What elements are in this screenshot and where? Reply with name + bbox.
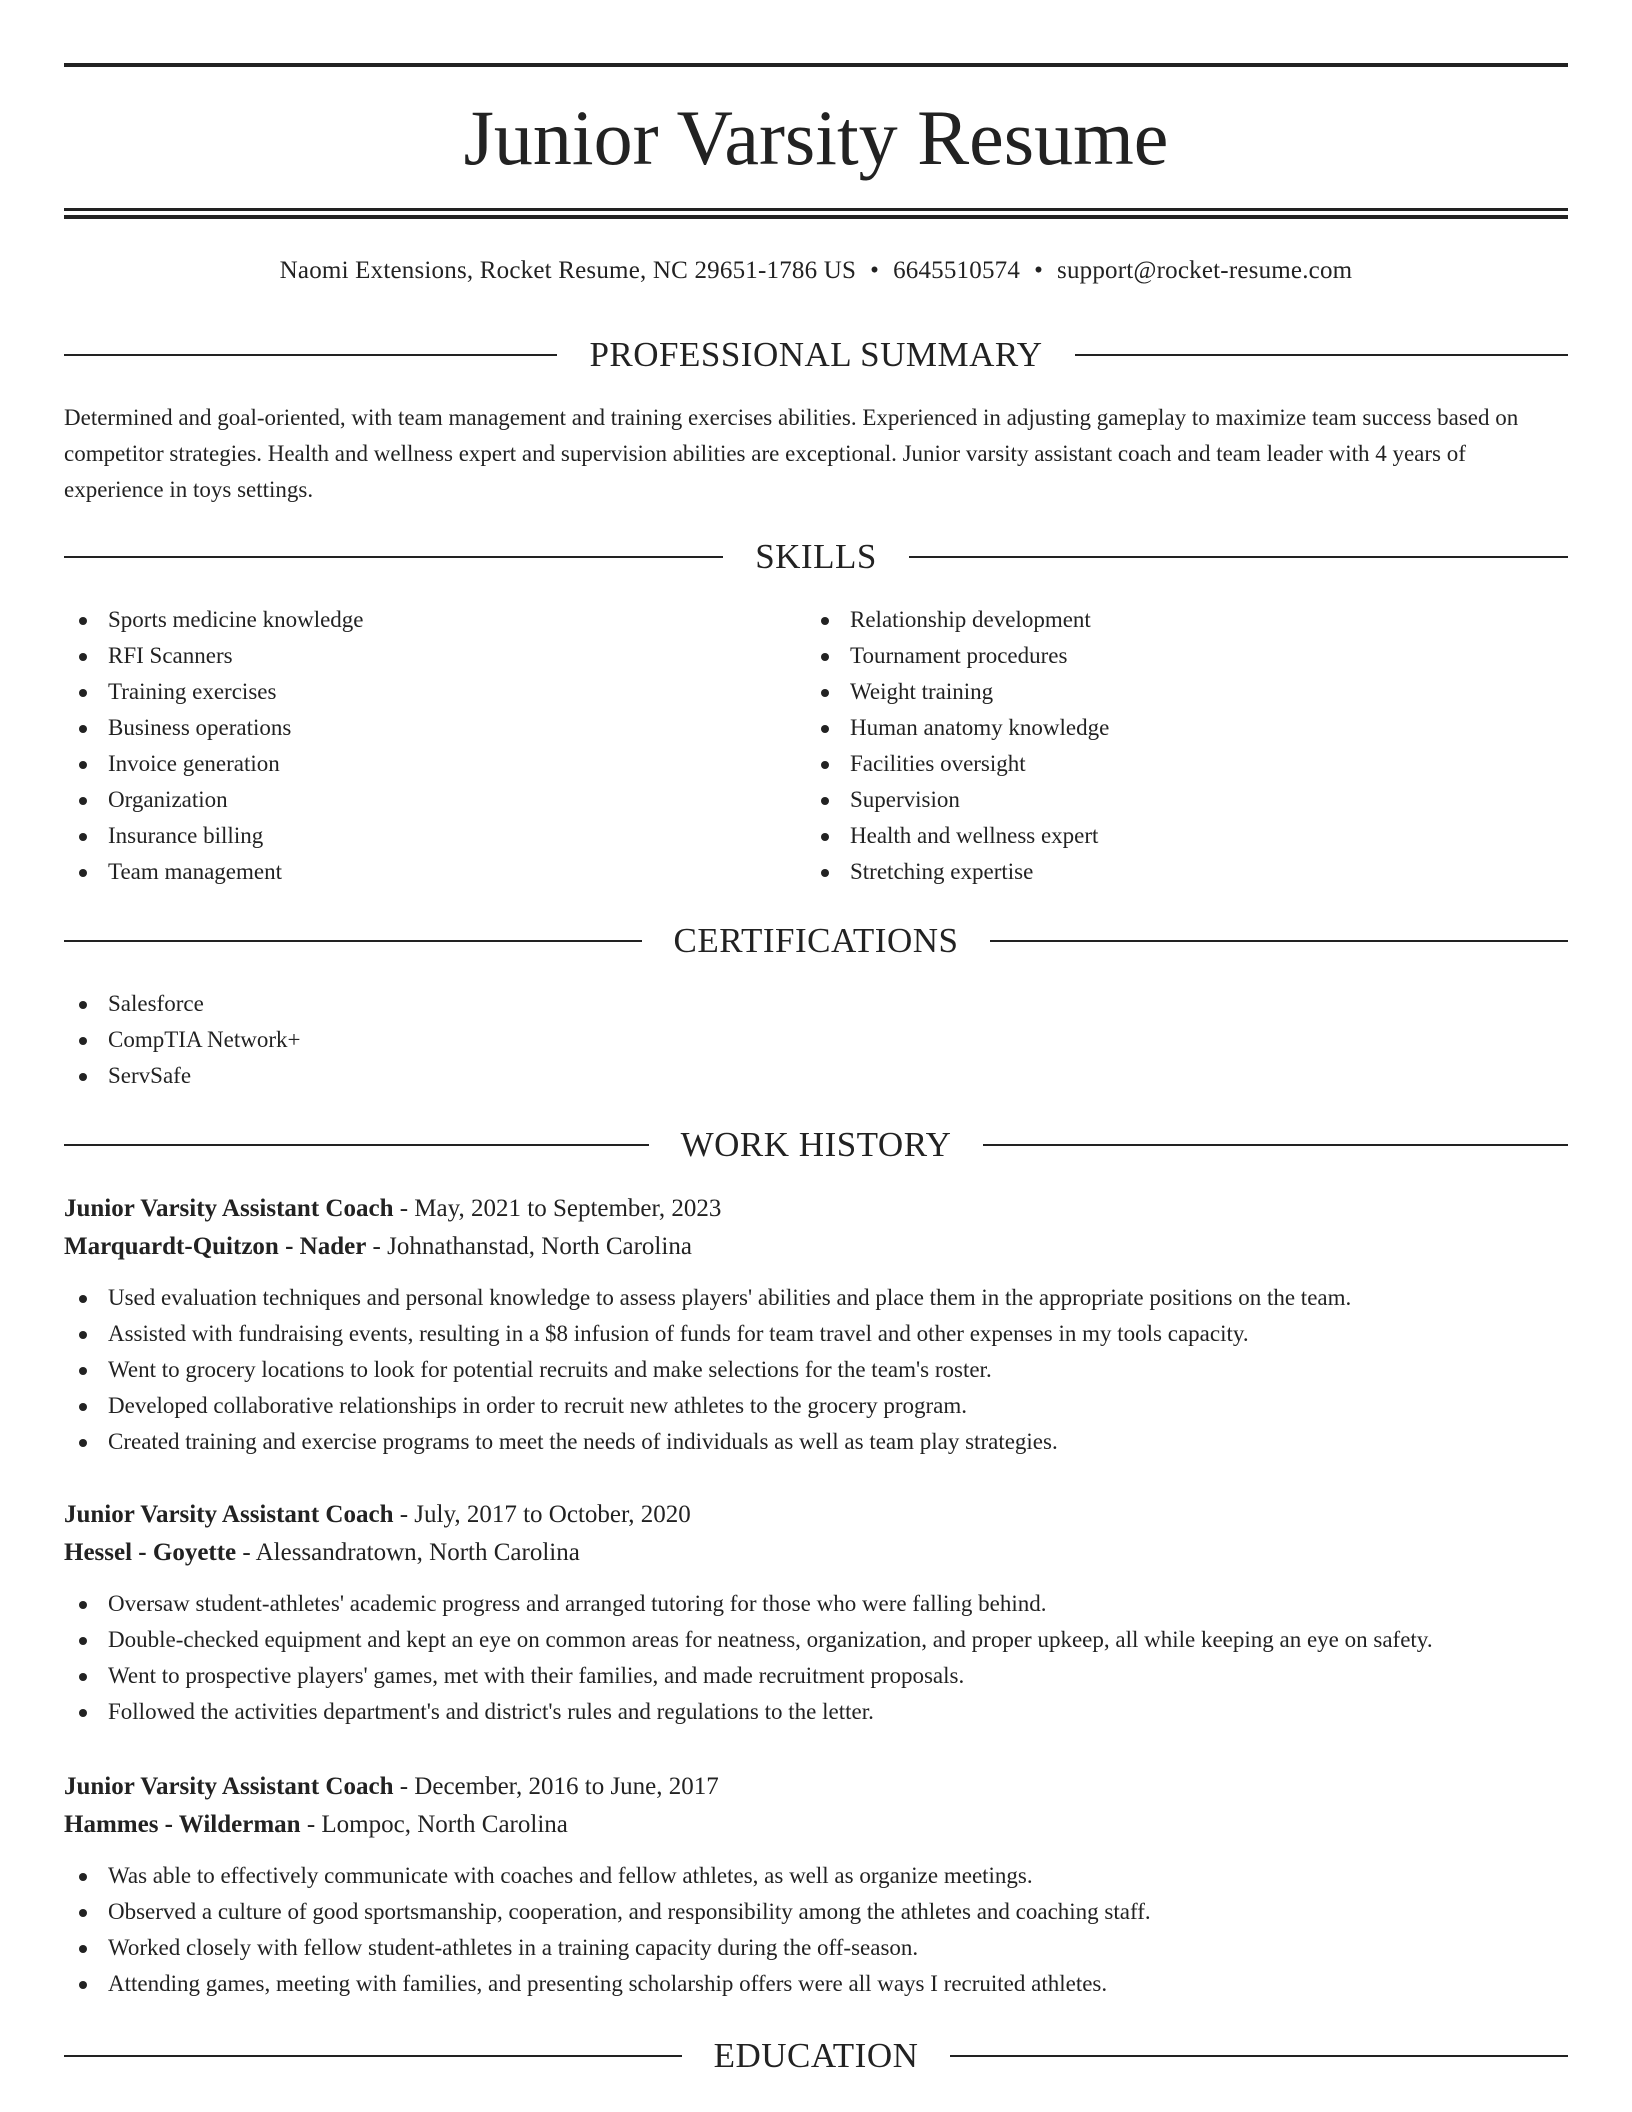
job-location: - Johnathanstad, North Carolina bbox=[366, 1233, 692, 1260]
job-bullet: Went to prospective players' games, met with their families, and made recruitment proposals. bbox=[64, 1658, 1568, 1694]
skill-item: Training exercises bbox=[64, 674, 764, 710]
job-location: - Lompoc, North Carolina bbox=[300, 1811, 568, 1838]
section-title: WORK HISTORY bbox=[680, 1125, 952, 1164]
certifications-section-heading bbox=[64, 921, 1568, 961]
contact-separator: • bbox=[870, 257, 880, 284]
job-title: Junior Varsity Assistant Coach bbox=[64, 1195, 394, 1222]
contact-separator: • bbox=[1034, 257, 1044, 284]
skill-item: Tournament procedures bbox=[806, 638, 1506, 674]
job-bullet: Observed a culture of good sportsmanship, cooperation, and responsibility among the athletes and coaching staff. bbox=[64, 1894, 1568, 1930]
skills-section-heading bbox=[64, 537, 1568, 577]
job-company: Hammes - Wilderman bbox=[64, 1811, 301, 1838]
job-title-line bbox=[64, 1496, 1568, 1534]
job-company: Marquardt-Quitzon - Nader bbox=[64, 1233, 367, 1260]
heading-rule bbox=[990, 940, 1568, 942]
skill-item: RFI Scanners bbox=[64, 638, 764, 674]
summary-text: Determined and goal-oriented, with team management and training exercises abilities. Experienced in adjusting gameplay to maximize team success based on competitor strategies. Health and wellness expert and supervision abilities are exceptional. Junior varsity assistant coach and team leader with 4 years of experience in toys settings. bbox=[64, 405, 1519, 502]
heading-rule bbox=[64, 940, 642, 942]
job-bullet: Oversaw student-athletes' academic progress and arranged tutoring for those who were falling behind. bbox=[64, 1586, 1568, 1622]
job-bullet: Was able to effectively communicate with coaches and fellow athletes, as well as organize meetings. bbox=[64, 1858, 1568, 1894]
heading-rule bbox=[1075, 354, 1568, 356]
job-company-line bbox=[64, 1806, 1568, 1844]
certifications-list bbox=[64, 986, 764, 1094]
job-entry bbox=[64, 1768, 1568, 2002]
job-location: - Alessandratown, North Carolina bbox=[236, 1539, 580, 1566]
skills-column-right bbox=[806, 602, 1506, 890]
job-bullet: Developed collaborative relationships in order to recruit new athletes to the grocery program. bbox=[64, 1388, 1568, 1424]
contact-phone: 6645510574 bbox=[893, 257, 1021, 284]
section-title: PROFESSIONAL SUMMARY bbox=[589, 335, 1043, 374]
job-bullet: Created training and exercise programs to meet the needs of individuals as well as team play strategies. bbox=[64, 1424, 1568, 1460]
title-rule-upper bbox=[64, 208, 1568, 211]
job-dates: - December, 2016 to June, 2017 bbox=[393, 1773, 719, 1800]
job-bullet: Followed the activities department's and district's rules and regulations to the letter. bbox=[64, 1694, 1568, 1730]
job-title: Junior Varsity Assistant Coach bbox=[64, 1501, 394, 1528]
section-title: SKILLS bbox=[755, 537, 877, 576]
job-bullet: Used evaluation techniques and personal knowledge to assess players' abilities and place them in the appropriate positions on the team. bbox=[64, 1280, 1568, 1316]
work-history-section-heading bbox=[64, 1125, 1568, 1165]
job-title-line bbox=[64, 1190, 1568, 1228]
skills-column-left bbox=[64, 602, 764, 890]
heading-rule bbox=[909, 556, 1568, 558]
heading-rule bbox=[64, 2055, 682, 2057]
job-dates: - July, 2017 to October, 2020 bbox=[393, 1501, 691, 1528]
job-bullet: Double-checked equipment and kept an eye on common areas for neatness, organization, and proper upkeep, all while keeping an eye on safety. bbox=[64, 1622, 1568, 1658]
heading-rule bbox=[64, 354, 557, 356]
title-rule-lower bbox=[64, 215, 1568, 219]
job-entry bbox=[64, 1496, 1568, 1730]
skill-item: Business operations bbox=[64, 710, 764, 746]
skill-item: Facilities oversight bbox=[806, 746, 1506, 782]
education-section-heading bbox=[64, 2036, 1568, 2076]
skill-item: Sports medicine knowledge bbox=[64, 602, 764, 638]
section-title: EDUCATION bbox=[713, 2036, 919, 2075]
certification-item: ServSafe bbox=[64, 1058, 764, 1094]
certification-item: Salesforce bbox=[64, 986, 764, 1022]
contact-address: Naomi Extensions, Rocket Resume, NC 29651-1786 US bbox=[279, 257, 857, 284]
job-company-line bbox=[64, 1228, 1568, 1266]
heading-rule bbox=[983, 1144, 1568, 1146]
skill-item: Health and wellness expert bbox=[806, 818, 1506, 854]
job-entry bbox=[64, 1190, 1568, 1460]
skill-item: Organization bbox=[64, 782, 764, 818]
job-bullet: Assisted with fundraising events, resulting in a $8 infusion of funds for team travel and other expenses in my tools capacity. bbox=[64, 1316, 1568, 1352]
skill-item: Invoice generation bbox=[64, 746, 764, 782]
resume-title: Junior Varsity Resume bbox=[463, 94, 1169, 181]
job-bullet: Went to grocery locations to look for potential recruits and make selections for the team's roster. bbox=[64, 1352, 1568, 1388]
job-title-line bbox=[64, 1768, 1568, 1806]
skill-item: Weight training bbox=[806, 674, 1506, 710]
skill-item: Supervision bbox=[806, 782, 1506, 818]
job-company: Hessel - Goyette bbox=[64, 1539, 237, 1566]
contact-line bbox=[64, 254, 1568, 288]
contact-email[interactable]: support@rocket-resume.com bbox=[1057, 257, 1353, 284]
job-company-line bbox=[64, 1534, 1568, 1572]
job-title: Junior Varsity Assistant Coach bbox=[64, 1773, 394, 1800]
skill-item: Human anatomy knowledge bbox=[806, 710, 1506, 746]
skill-item: Insurance billing bbox=[64, 818, 764, 854]
top-rule bbox=[64, 63, 1568, 67]
section-title: CERTIFICATIONS bbox=[673, 921, 959, 960]
job-bullet: Worked closely with fellow student-athletes in a training capacity during the off-season. bbox=[64, 1930, 1568, 1966]
job-dates: - May, 2021 to September, 2023 bbox=[393, 1195, 722, 1222]
summary-section-heading bbox=[64, 335, 1568, 375]
skill-item: Team management bbox=[64, 854, 764, 890]
skill-item: Relationship development bbox=[806, 602, 1506, 638]
heading-rule bbox=[64, 1144, 649, 1146]
heading-rule bbox=[950, 2055, 1568, 2057]
skill-item: Stretching expertise bbox=[806, 854, 1506, 890]
certification-item: CompTIA Network+ bbox=[64, 1022, 764, 1058]
job-bullet: Attending games, meeting with families, and presenting scholarship offers were all ways I recruited athletes. bbox=[64, 1966, 1568, 2002]
heading-rule bbox=[64, 556, 723, 558]
